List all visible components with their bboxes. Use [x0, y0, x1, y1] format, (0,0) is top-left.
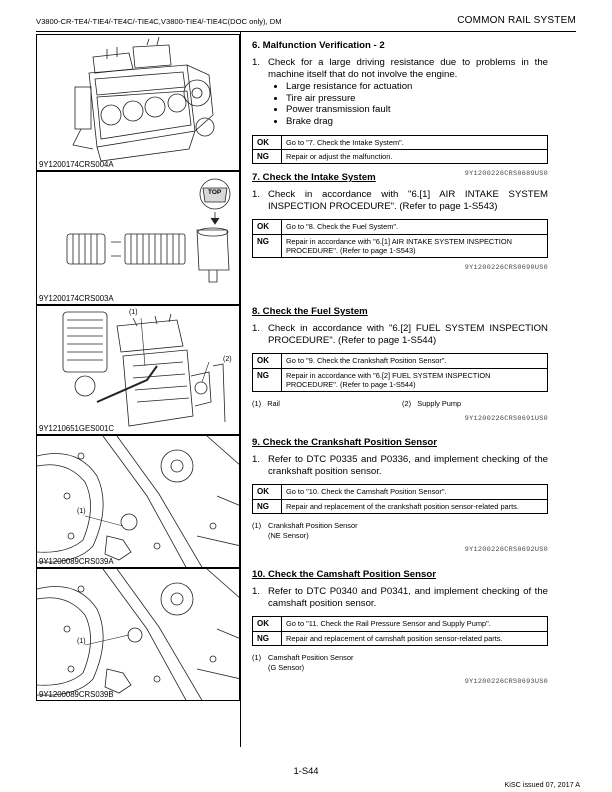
section-title: 10. Check the Camshaft Position Sensor	[252, 569, 436, 580]
result-table	[252, 616, 548, 646]
column-divider	[240, 32, 241, 747]
section-check-crankshaft-sensor	[252, 437, 548, 554]
figure-caption: 9Y1200174CRS003A	[39, 294, 114, 303]
result-action: Repair in accordance with "6.[2] FUEL SYSTEM INSPECTION PROCEDURE". (Refer to page 1-S544)	[282, 368, 548, 392]
figure-engine-overview	[36, 34, 240, 171]
result-key: OK	[253, 617, 282, 631]
figure-legend	[252, 399, 548, 409]
procedure-step	[252, 323, 548, 346]
camshaft-sensor-illustration	[37, 569, 240, 701]
section-title: 9. Check the Crankshaft Position Sensor	[252, 437, 437, 448]
step-text: Check in accordance with "6.[2] FUEL SYSTEM INSPECTION PROCEDURE". (Refer to page 1-S544)	[268, 323, 548, 346]
table-row	[253, 149, 548, 163]
table-row	[253, 135, 548, 149]
result-table	[252, 135, 548, 165]
page-number: 1-S44	[293, 765, 319, 776]
crankshaft-sensor-illustration	[37, 436, 240, 568]
figure-caption: 9Y1200174CRS004A	[39, 160, 114, 169]
table-row	[253, 220, 548, 234]
legend-item: Crankshaft Position Sensor	[268, 521, 358, 530]
result-table	[252, 219, 548, 258]
result-key: NG	[253, 499, 282, 513]
result-key: NG	[253, 149, 282, 163]
step-number: 1.	[252, 57, 261, 68]
section-title: 7. Check the Intake System	[252, 172, 376, 183]
result-key: OK	[253, 220, 282, 234]
document-code: 9Y1200226CRS0691US0	[464, 415, 548, 424]
legend-item: (NE Sensor)	[268, 530, 309, 540]
table-row	[253, 368, 548, 392]
legend-item-supply-pump: (2) Supply Pump	[402, 399, 462, 409]
result-key: NG	[253, 234, 282, 258]
document-code: 9Y1200226CRS0692US0	[464, 546, 548, 555]
step-text: Check in accordance with "6.[1] AIR INTAKE SYSTEM INSPECTION PROCEDURE". (Refer to page 1-S543)	[268, 189, 548, 212]
check-list	[252, 81, 548, 127]
result-action: Go to "11. Check the Rail Pressure Sensor and Supply Pump".	[282, 617, 548, 631]
document-code: 9Y1200226CRS0689US0	[464, 170, 548, 179]
table-row	[253, 234, 548, 258]
table-row	[253, 485, 548, 499]
step-number: 1.	[252, 323, 261, 334]
legend-item: Camshaft Position Sensor	[268, 653, 354, 662]
figure-caption: 9Y1200089CRS039A	[39, 557, 114, 566]
section-check-fuel-system	[252, 306, 548, 423]
figure-air-cleaner	[36, 171, 240, 305]
legend-item-rail: (1) Rail	[252, 399, 280, 409]
header-rule	[36, 31, 576, 32]
result-key: OK	[253, 135, 282, 149]
result-action: Go to "10. Check the Camshaft Position Sensor".	[282, 485, 548, 499]
section-malfunction-verification	[252, 40, 548, 178]
result-key: OK	[253, 485, 282, 499]
procedure-step	[252, 57, 548, 80]
step-text: Refer to DTC P0335 and P0336, and implement checking of the crankshaft position sensor.	[268, 454, 548, 477]
result-action: Go to "7. Check the Intake System".	[282, 135, 548, 149]
section-header: COMMON RAIL SYSTEM	[457, 15, 576, 26]
step-number: 1.	[252, 189, 261, 200]
legend-number: (1)	[252, 521, 262, 530]
step-number: 1.	[252, 586, 261, 597]
result-table	[252, 484, 548, 514]
step-text: Check for a large driving resistance due to problems in the machine itself that do not involve the engine.	[268, 57, 548, 80]
procedure-step	[252, 454, 548, 477]
result-action: Repair and replacement of the crankshaft position sensor-related parts.	[282, 499, 548, 513]
table-row	[253, 631, 548, 645]
legend-number: (1)	[252, 653, 262, 662]
callout-crankshaft-sensor: (1)	[77, 508, 86, 515]
callout-rail: (1)	[129, 309, 138, 316]
figure-caption: 9Y1210651GES001C	[39, 424, 114, 433]
section-check-camshaft-sensor	[252, 569, 548, 686]
top-marking-label: TOP	[208, 189, 222, 196]
list-item: • Brake drag	[286, 116, 548, 128]
section-check-intake-system	[252, 172, 548, 272]
issue-note: KiSC issued 07, 2017 A	[504, 780, 580, 789]
result-action: Go to "9. Check the Crankshaft Position Sensor".	[282, 354, 548, 368]
result-action: Repair and replacement of camshaft position sensor-related parts.	[282, 631, 548, 645]
result-key: NG	[253, 631, 282, 645]
figure-camshaft-sensor	[36, 568, 240, 701]
figure-legend	[252, 521, 548, 540]
table-row	[253, 499, 548, 513]
result-action: Go to "8. Check the Fuel System".	[282, 220, 548, 234]
table-row	[253, 354, 548, 368]
document-code: 9Y1200226CRS0693US0	[464, 678, 548, 687]
document-code: 9Y1200226CRS0690US0	[464, 264, 548, 273]
list-item: • Tire air pressure	[286, 93, 548, 105]
procedure-step	[252, 586, 548, 609]
document-model-header: V3800-CR-TE4/-TIE4/-TE4C/-TIE4C,V3800-TIE4/-TIE4C(DOC only), DM	[36, 17, 282, 26]
figure-fuel-system	[36, 305, 240, 435]
table-row	[253, 617, 548, 631]
result-key: OK	[253, 354, 282, 368]
step-text: Refer to DTC P0340 and P0341, and implement checking of the camshaft position sensor.	[268, 586, 548, 609]
figure-caption: 9Y1200089CRS039B	[39, 690, 114, 699]
procedure-step	[252, 189, 548, 212]
step-number: 1.	[252, 454, 261, 465]
legend-item: (G Sensor)	[268, 662, 305, 672]
list-item: • Power transmission fault	[286, 104, 548, 116]
section-title: 6. Malfunction Verification - 2	[252, 40, 385, 51]
engine-illustration	[37, 35, 240, 171]
result-table	[252, 353, 548, 392]
result-action: Repair in accordance with "6.[1] AIR INTAKE SYSTEM INSPECTION PROCEDURE". (Refer to page 1-S543)	[282, 234, 548, 258]
callout-supply-pump: (2)	[223, 356, 232, 363]
figure-crankshaft-sensor	[36, 435, 240, 568]
result-action: Repair or adjust the malfunction.	[282, 149, 548, 163]
figure-legend	[252, 653, 548, 672]
section-title: 8. Check the Fuel System	[252, 306, 368, 317]
fuel-system-illustration	[37, 306, 240, 435]
list-item: • Large resistance for actuation	[286, 81, 548, 93]
result-key: NG	[253, 368, 282, 392]
callout-camshaft-sensor: (1)	[77, 638, 86, 645]
